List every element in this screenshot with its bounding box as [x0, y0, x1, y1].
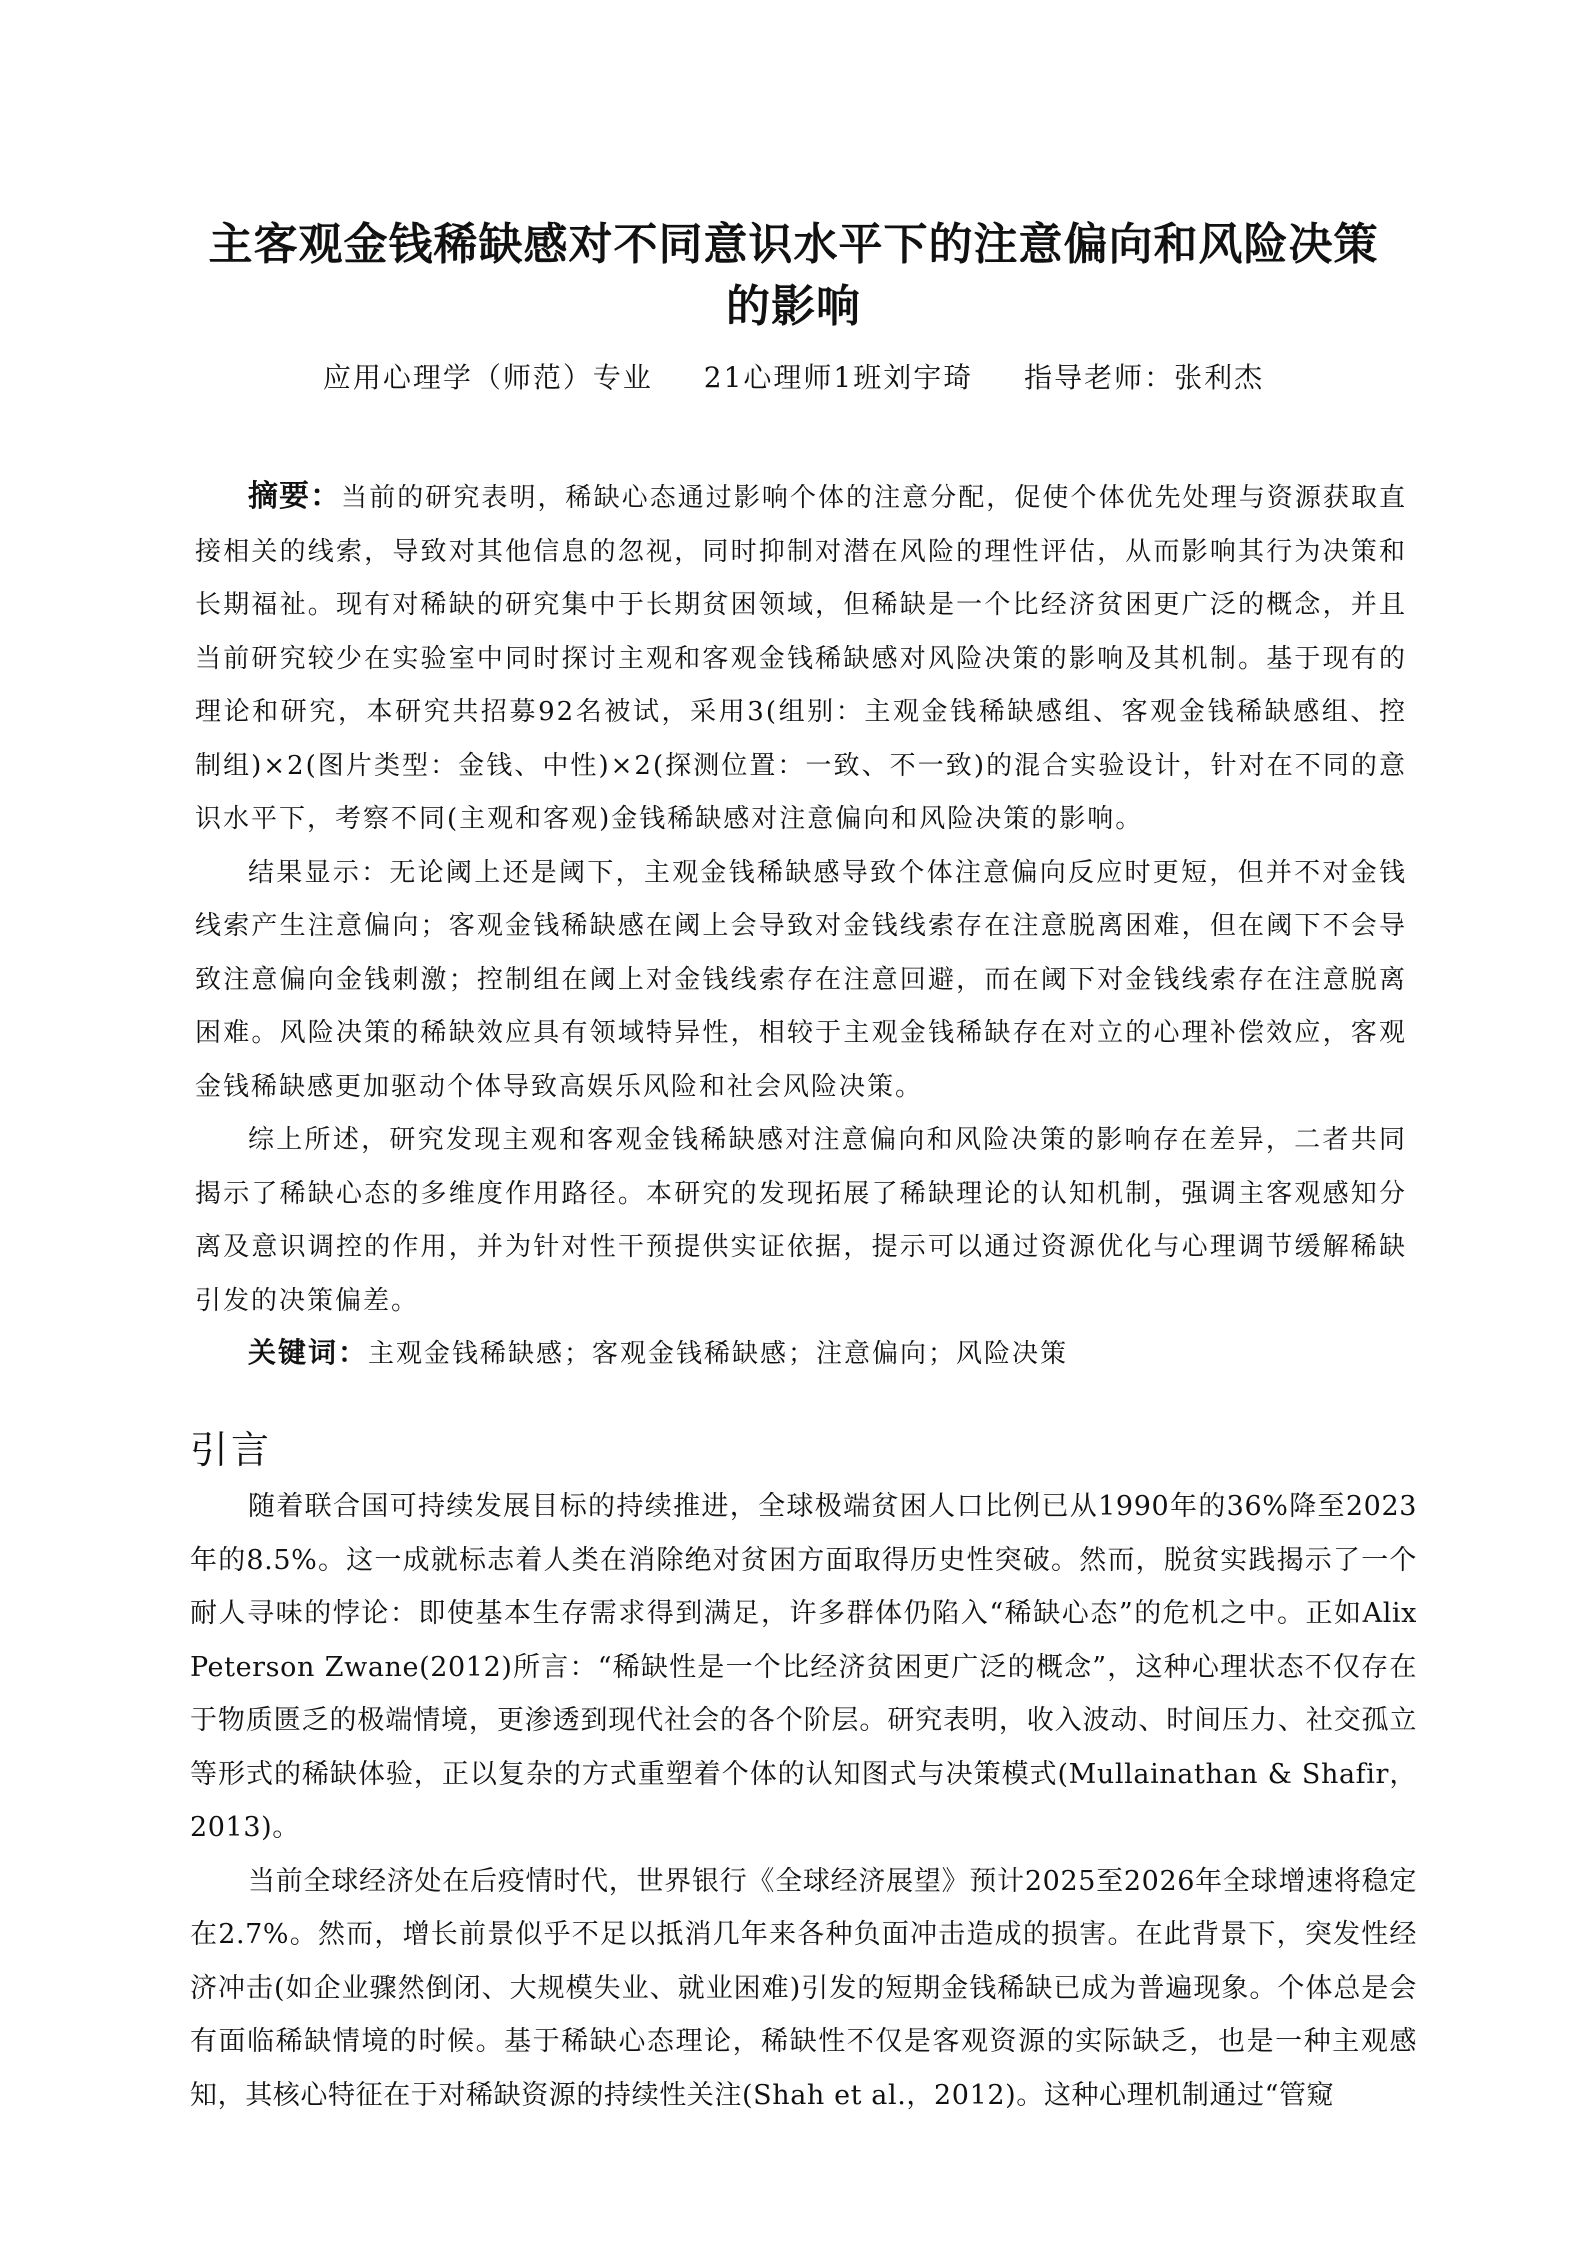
keywords: [195, 1328, 1407, 1379]
introduction-paragraph: 当前全球经济处在后疫情时代，世界银行《全球经济展望》预计2025至2026年全球增速将稳定在2.7%。然而，增长前景似乎不足以抵消几年来各种负面冲击造成的损害。在此背景下，突发性经济冲击(如企业骤然倒闭、大规模失业、就业困难)引发的短期金钱稀缺已成为普遍现象。个体总是会有面临稀缺情境的时候。基于稀缺心态理论，稀缺性不仅是客观资源的实际缺乏，也是一种主观感知，其核心特征在于对稀缺资源的持续性关注(Shah et al.，2012)。这种心理机制通过“管窥: [190, 1865, 1417, 2111]
introduction-paragraph: 随着联合国可持续发展目标的持续推进，全球极端贫困人口比例已从1990年的36%降至2023年的8.5%。这一成就标志着人类在消除绝对贫困方面取得历史性突破。然而，脱贫实践揭示了一个耐人寻味的悖论：即使基本生存需求得到满足，许多群体仍陷入“稀缺心态”的危机之中。正如Alix Peterson Zwane(2012)所言：“稀缺性是一个比经济贫困更广泛的概念”，这种心理状态不仅存在于物质匮乏的极端情境，更渗透到现代社会的各个阶层。研究表明，收入波动、时间压力、社交孤立等形式的稀缺体验，正以复杂的方式重塑着个体的认知图式与决策模式(Mullainathan & Shafir，2013)。: [190, 1491, 1417, 1843]
author-major: 应用心理学（师范）专业: [322, 361, 653, 394]
abstract-conclusion: 综上所述，研究发现主观和客观金钱稀缺感对注意偏向和风险决策的影响存在差异，二者共同揭示了稀缺心态的多维度作用路径。本研究的发现拓展了稀缺理论的认知机制，强调主客观感知分离及意识调控的作用，并为针对性干预提供实证依据，提示可以通过资源优化与心理调节缓解稀缺引发的决策偏差。: [195, 1125, 1407, 1316]
abstract-results: 结果显示：无论阈上还是阈下，主观金钱稀缺感导致个体注意偏向反应时更短，但并不对金钱线索产生注意偏向；客观金钱稀缺感在阈上会导致对金钱线索存在注意脱离困难，但在阈下不会导致注意偏向金钱刺激；控制组在阈上对金钱线索存在注意回避，而在阈下对金钱线索存在注意脱离困难。风险决策的稀缺效应具有领域特异性，相较于主观金钱稀缺存在对立的心理补偿效应，客观金钱稀缺感更加驱动个体导致高娱乐风险和社会风险决策。: [195, 857, 1407, 1102]
keywords-label: 关键词：: [248, 1336, 369, 1369]
author-advisor: 指导老师：张利杰: [1024, 361, 1265, 394]
abstract-label: 摘要：: [248, 479, 342, 514]
author-byline: [190, 358, 1397, 398]
introduction-body: [190, 1480, 1417, 2122]
keywords-text: 主观金钱稀缺感；客观金钱稀缺感；注意偏向；风险决策: [368, 1339, 1069, 1369]
abstract: [195, 470, 1407, 1328]
author-student: 21心理师1班刘宇琦: [703, 361, 974, 394]
abstract-paragraph: [195, 470, 1407, 847]
abstract-text: 当前的研究表明，稀缺心态通过影响个体的注意分配，促使个体优先处理与资源获取直接相关的线索，导致对其他信息的忽视，同时抑制对潜在风险的理性评估，从而影响其行为决策和长期福祉。现有对稀缺的研究集中于长期贫困领域，但稀缺是一个比经济贫困更广泛的概念，并且当前研究较少在实验室中同时探讨主观和客观金钱稀缺感对风险决策的影响及其机制。基于现有的理论和研究，本研究共招募92名被试，采用3(组别：主观金钱稀缺感组、客观金钱稀缺感组、控制组)×2(图片类型：金钱、中性)×2(探测位置：一致、不一致)的混合实验设计，针对在不同的意识水平下，考察不同(主观和客观)金钱稀缺感对注意偏向和风险决策的影响。: [195, 483, 1407, 834]
paper-title: 主客观金钱稀缺感对不同意识水平下的注意偏向和风险决策的影响: [208, 219, 1379, 333]
section-heading-introduction: 引言: [190, 1428, 273, 1472]
